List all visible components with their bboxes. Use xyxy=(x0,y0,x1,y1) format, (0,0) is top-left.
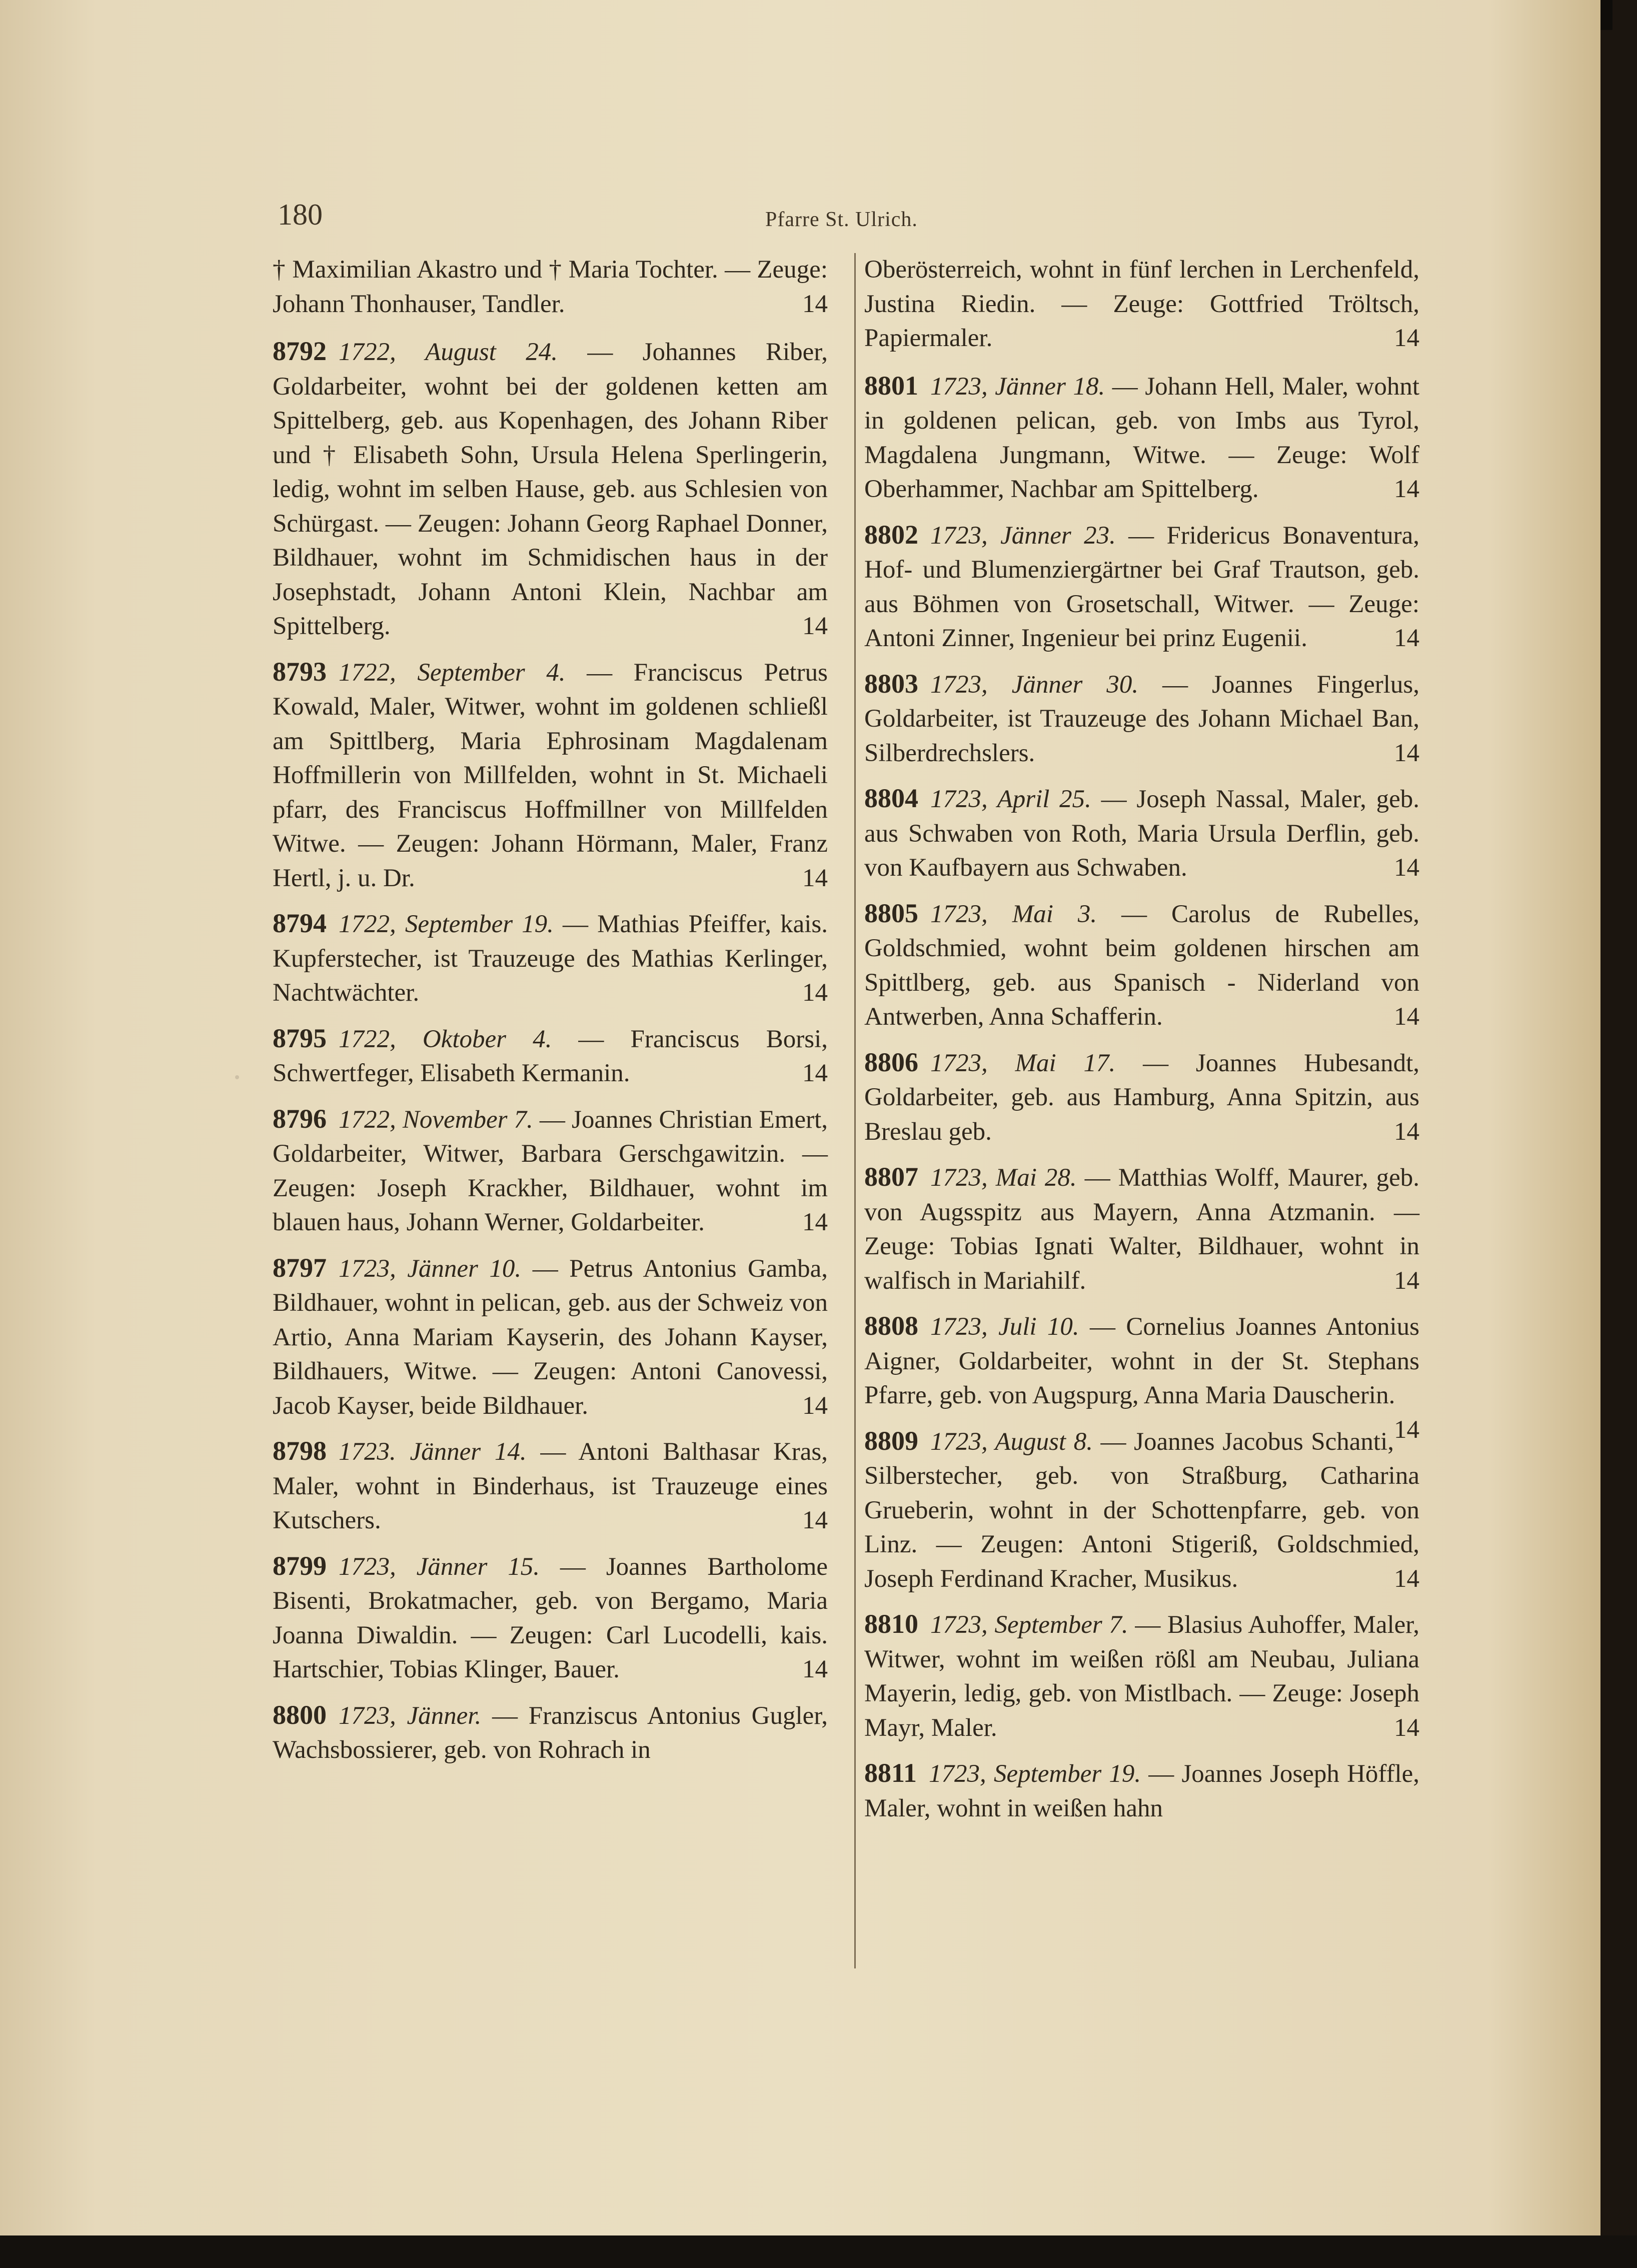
entry-reference: 14 xyxy=(1394,1564,1419,1593)
register-entry-8795 xyxy=(273,1021,828,1091)
entry-number: 8792 xyxy=(273,336,327,366)
entry-text: — Joseph Nassal, Maler, geb. aus Schwaben von Roth, Maria Ursula Derflin, geb. von Kaufbayern aus Schwaben. xyxy=(864,785,1420,882)
entry-text: — Matthias Wolff, Maurer, geb. von Augsspitz aus Mayern, Anna Atzmanin. — Zeuge: Tobias Ignati Walter, Bildhauer, wohnt in walfisch in Mariahilf. xyxy=(864,1164,1419,1295)
entry-reference: 14 xyxy=(1394,624,1419,652)
entry-date: 1723, Mai 3. xyxy=(930,900,1122,928)
entry-text: — Franciscus Petrus Kowald, Maler, Witwer, wohnt im goldenen schließl am Spittlberg, Maria Ephrosinam Magdalenam Hoffmillerin von Millfelden, wohnt in St. Michaeli pfarr, des Franciscus Hoffmillner von Millfelden Witwe. — Zeugen: Johann Hörmann, Maler, Franz Hertl, j. u. Dr. xyxy=(273,658,828,892)
entry-number: 8809 xyxy=(864,1425,918,1456)
entry-text: — Petrus Antonius Gamba, Bildhauer, wohnt in pelican, geb. aus der Schweiz von Artio, Anna Mariam Kayserin, des Johann Kayser, Bildhauers, Witwe. — Zeugen: Antoni Canovessi, Jacob Kayser, beide Bildhauer. xyxy=(273,1254,828,1420)
register-entry-8802 xyxy=(864,518,1419,656)
entry-number: 8800 xyxy=(273,1699,327,1730)
entry-number: 8807 xyxy=(864,1162,918,1192)
register-entry-8810 xyxy=(864,1607,1419,1745)
register-entry-8809 xyxy=(864,1424,1419,1596)
entry-text: — Joannes Bartholome Bisenti, Brokatmacher, geb. von Bergamo, Maria Joanna Diwaldin. — Zeugen: Carl Lucodelli, kais. Hartschier, Tobias Klinger, Bauer. xyxy=(273,1552,828,1683)
entry-date: 1723, Mai 28. xyxy=(930,1164,1085,1192)
register-entry-8800 xyxy=(273,1698,828,1767)
entry-reference: 14 xyxy=(802,979,828,1007)
left-column xyxy=(273,253,828,1778)
entry-text: — Mathias Pfeiffer, kais. Kupferstecher, ist Trauzeuge des Mathias Kerlinger, Nachtwächter. xyxy=(273,910,828,1007)
entry-date: 1723, Juli 10. xyxy=(930,1313,1090,1341)
entry-text: — Cornelius Joannes Antonius Aigner, Goldarbeiter, wohnt in der St. Stephans Pfarre, geb. von Augspurg, Anna Maria Dauscherin. xyxy=(864,1313,1419,1409)
entry-text: — Johann Hell, Maler, wohnt in goldenen pelican, geb. von Imbs aus Tyrol, Magdalena Jungmann, Witwe. — Zeuge: Wolf Oberhammer, Nachbar am Spittelberg. xyxy=(864,372,1419,503)
entry-date: 1723, Jänner 10. xyxy=(339,1254,533,1283)
column-divider xyxy=(854,253,856,1968)
entry-number: 8795 xyxy=(273,1023,327,1053)
entry-text: — Blasius Auhoffer, Maler, Witwer, wohnt im weißen rößl am Neubau, Juliana Mayerin, ledig, geb. von Mistlbach. — Zeuge: Joseph Mayr, Maler. xyxy=(864,1611,1419,1742)
entry-number: 8810 xyxy=(864,1609,918,1639)
entry-text: — Joannes Jacobus Schanti, Silberstecher, geb. von Straßburg, Catharina Grueberin, wohnt in der Schottenpfarre, geb. von Linz. — Zeugen: Antoni Stigeriß, Goldschmied, Joseph Ferdinand Kracher, Musikus. xyxy=(864,1427,1419,1593)
entry-number: 8811 xyxy=(864,1758,917,1788)
entry-reference: 14 xyxy=(1394,739,1419,767)
entry-text: — Franciscus Borsi, Schwertfeger, Elisabeth Kermanin. xyxy=(273,1025,828,1087)
entry-reference: 14 xyxy=(802,1059,828,1087)
entry-date: 1722, September 19. xyxy=(339,910,563,938)
register-entry-continuation xyxy=(273,253,828,321)
running-title: Pfarre St. Ulrich. xyxy=(765,208,918,231)
register-entry-8793 xyxy=(273,655,828,896)
register-entry-8804 xyxy=(864,781,1419,885)
entry-date: 1722, November 7. xyxy=(339,1105,540,1134)
entry-reference: 14 xyxy=(1394,1713,1419,1742)
register-entry-8806 xyxy=(864,1045,1419,1149)
register-entry-8798 xyxy=(273,1434,828,1538)
entry-number: 8803 xyxy=(864,668,918,699)
entry-number: 8796 xyxy=(273,1103,327,1134)
register-entry-8792 xyxy=(273,334,828,644)
entry-date: 1723. Jänner 14. xyxy=(339,1438,541,1466)
entry-date: 1723, August 8. xyxy=(930,1427,1101,1456)
entry-date: 1722, September 4. xyxy=(339,658,587,687)
entry-text: — Joannes Christian Emert, Goldarbeiter, Witwer, Barbara Gerschgawitzin. — Zeugen: Joseph Krackher, Bildhauer, wohnt im blauen haus, Johann Werner, Goldarbeiter. xyxy=(273,1105,828,1236)
entry-text: † Maximilian Akastro und † Maria Tochter. — Zeuge: Johann Thonhauser, Tandler. xyxy=(273,256,828,318)
entry-reference: 14 xyxy=(1394,854,1419,882)
entry-reference: 14 xyxy=(802,864,828,892)
entry-date: 1723, September 19. xyxy=(929,1760,1149,1788)
entry-reference: 14 xyxy=(802,1208,828,1236)
register-entry-8799 xyxy=(273,1549,828,1687)
entry-text: — Fridericus Bonaventura, Hof- und Blumenziergärtner bei Graf Trautson, geb. aus Böhmen von Grosetschall, Witwer. — Zeuge: Antoni Zinner, Ingenieur bei prinz Eugenii. xyxy=(864,521,1419,652)
entry-reference: 14 xyxy=(802,1391,828,1420)
entry-date: 1723, Jänner 30. xyxy=(930,670,1163,699)
entry-number: 8804 xyxy=(864,783,918,813)
entry-date: 1723, Jänner 23. xyxy=(930,521,1129,550)
entry-date: 1723, Jänner 15. xyxy=(339,1552,560,1581)
entry-text: — Joannes Joseph Höffle, Maler, wohnt in weißen hahn xyxy=(864,1760,1419,1822)
entry-date: 1722, August 24. xyxy=(339,338,588,366)
entry-number: 8794 xyxy=(273,908,327,938)
entry-text: — Antoni Balthasar Kras, Maler, wohnt in Binderhaus, ist Trauzeuge eines Kutschers. xyxy=(273,1438,828,1534)
entry-text: — Franziscus Antonius Gugler, Wachsbossierer, geb. von Rohrach in xyxy=(273,1701,828,1764)
entry-number: 8793 xyxy=(273,656,327,687)
entry-date: 1723, Mai 17. xyxy=(930,1049,1143,1077)
entry-text: — Joannes Hubesandt, Goldarbeiter, geb. aus Hamburg, Anna Spitzin, aus Breslau geb. xyxy=(864,1049,1419,1146)
entry-reference: 14 xyxy=(1394,1117,1419,1146)
register-entry-8803 xyxy=(864,667,1419,771)
right-column xyxy=(864,253,1419,1836)
entry-number: 8801 xyxy=(864,370,918,401)
entry-reference: 14 xyxy=(802,612,828,640)
entry-reference: 14 xyxy=(1394,1266,1419,1295)
register-entry-8805 xyxy=(864,896,1419,1034)
entry-reference: 14 xyxy=(1394,324,1419,352)
entry-text: — Johannes Riber, Goldarbeiter, wohnt bei der goldenen ketten am Spittelberg, geb. aus Kopenhagen, des Johann Riber und † Elisabeth Sohn, Ursula Helena Sperlingerin, ledig, wohnt im selben Hause, geb. aus Schlesien von Schürgast. — Zeugen: Johann Georg Raphael Donner, Bildhauer, wohnt im Schmidischen haus in der Josephstadt, Johann Antoni Klein, Nachbar am Spittelberg. xyxy=(273,338,828,640)
entry-text: Oberösterreich, wohnt in fünf lerchen in Lerchenfeld, Justina Riedin. — Zeuge: Gottfried Tröltsch, Papiermaler. xyxy=(864,256,1419,352)
entry-reference: 14 xyxy=(1394,475,1419,503)
register-entry-8796 xyxy=(273,1102,828,1240)
entry-number: 8799 xyxy=(273,1550,327,1581)
page-header xyxy=(0,198,1600,238)
register-entry-8794 xyxy=(273,906,828,1010)
entry-number: 8798 xyxy=(273,1436,327,1466)
register-entry-8807 xyxy=(864,1160,1419,1298)
scan-bottom-edge xyxy=(0,2235,1637,2268)
entry-text: — Joannes Fingerlus, Goldarbeiter, ist Trauzeuge des Johann Michael Ban, Silberdrechslers. xyxy=(864,670,1420,767)
entry-number: 8797 xyxy=(273,1252,327,1283)
entry-text: — Carolus de Rubelles, Goldschmied, wohnt beim goldenen hirschen am Spittlberg, geb. aus Spanisch - Niderland von Antwerben, Anna Schafferin. xyxy=(864,900,1420,1031)
entry-date: 1723, April 25. xyxy=(930,785,1101,813)
entry-reference: 14 xyxy=(1394,1415,1419,1444)
register-entry-8801 xyxy=(864,369,1419,507)
page-number: 180 xyxy=(278,198,323,231)
page-speck xyxy=(235,1075,239,1079)
entry-date: 1723, Jänner 18. xyxy=(930,372,1112,401)
spine-shadow xyxy=(1600,0,1612,30)
entry-date: 1723, September 7. xyxy=(930,1611,1135,1639)
entry-reference: 14 xyxy=(1394,1003,1419,1031)
register-entry-8797 xyxy=(273,1251,828,1423)
entry-reference: 14 xyxy=(802,1506,828,1534)
entry-number: 8808 xyxy=(864,1311,918,1341)
register-entry-continuation xyxy=(864,253,1419,356)
entry-reference: 14 xyxy=(802,290,828,318)
register-entry-8811 xyxy=(864,1756,1419,1825)
entry-date: 1722, Oktober 4. xyxy=(339,1025,579,1053)
entry-reference: 14 xyxy=(802,1655,828,1683)
book-spine xyxy=(1600,0,1637,2268)
entry-number: 8806 xyxy=(864,1047,918,1077)
entry-date: 1723, Jänner. xyxy=(339,1701,493,1730)
entry-number: 8805 xyxy=(864,898,918,928)
entry-number: 8802 xyxy=(864,519,918,550)
